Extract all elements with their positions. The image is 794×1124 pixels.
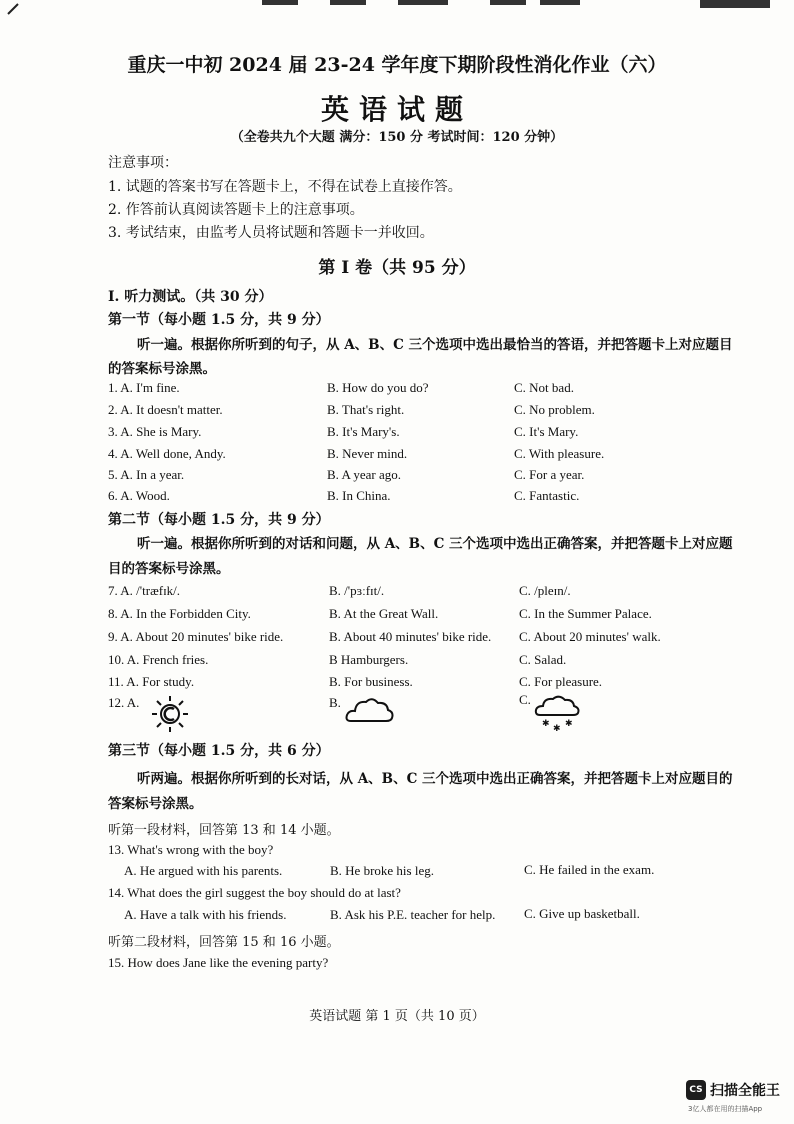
option-b: B. (329, 695, 341, 710)
option-a: 9. A. About 20 minutes' bike ride. (108, 629, 284, 644)
sunny-icon (147, 692, 193, 736)
option-a: 7. A. /'træfɪk/. (108, 583, 181, 598)
option-b: B. At the Great Wall. (329, 606, 439, 621)
exam-title: 重庆一中初 2024 届 23-24 学年度下期阶段性消化作业（六） (127, 54, 667, 76)
option-c: C. (519, 692, 531, 707)
option-c: C. It's Mary. (514, 424, 579, 439)
option-a: 8. A. In the Forbidden City. (108, 606, 251, 621)
option-a: 10. A. French fries. (108, 652, 209, 667)
option-a: A. He argued with his parents. (124, 863, 283, 878)
part-title: 第 I 卷（共 95 分） (318, 258, 476, 278)
option-a: 5. A. In a year. (108, 467, 185, 482)
notice-item: 2. 作答前认真阅读答题卡上的注意事项。 (108, 202, 364, 218)
instruction: 听一遍。根据你所听到的句子，从 A、B、C 三个选项中选出最恰当的答语，并把答题卡上对应题目 (137, 337, 733, 353)
scanner-name: 扫描全能王 (710, 1083, 780, 1099)
option-c: C. /pleɪn/. (519, 583, 571, 598)
option-a: 2. A. It doesn't matter. (108, 402, 223, 417)
top-edge-marks (0, 0, 794, 20)
option-a: 12. A. (108, 695, 140, 710)
option-a: 4. A. Well done, Andy. (108, 446, 226, 461)
question-stem: 13. What's wrong with the boy? (108, 842, 274, 857)
option-c: C. Fantastic. (514, 488, 580, 503)
option-a: A. Have a talk with his friends. (124, 907, 287, 922)
option-b: B. That's right. (327, 402, 405, 417)
option-c: C. Give up basketball. (524, 906, 640, 921)
option-a: 1. A. I'm fine. (108, 380, 180, 395)
material-note: 听第二段材料，回答第 15 和 16 小题。 (108, 935, 340, 950)
option-b: B. It's Mary's. (327, 424, 400, 439)
option-b: B. Ask his P.E. teacher for help. (330, 907, 496, 922)
option-b: B. /'pɜːfɪt/. (329, 583, 385, 598)
section-title: 第三节（每小题 1.5 分，共 6 分） (108, 743, 330, 759)
svg-text:✱: ✱ (553, 724, 561, 733)
page-footer: 英语试题 第 1 页（共 10 页） (309, 1009, 485, 1024)
option-c: C. Salad. (519, 652, 567, 667)
instruction: 的答案标号涂黑。 (108, 361, 216, 377)
section-title: 第一节（每小题 1.5 分，共 9 分） (108, 312, 330, 328)
option-b: B. How do you do? (327, 380, 429, 395)
option-b: B. For business. (329, 674, 413, 689)
instruction: 答案标号涂黑。 (108, 796, 203, 812)
exam-meta: （全卷共九个大题 满分：150 分 考试时间：120 分钟） (230, 130, 564, 145)
instruction: 目的答案标号涂黑。 (108, 561, 230, 577)
option-a: 3. A. She is Mary. (108, 424, 202, 439)
option-b: B Hamburgers. (329, 652, 409, 667)
notice-heading: 注意事项： (108, 155, 178, 171)
snowy-icon (534, 693, 584, 733)
option-b: B. In China. (327, 488, 391, 503)
option-c: C. In the Summer Palace. (519, 606, 652, 621)
option-c: C. With pleasure. (514, 446, 605, 461)
option-c: C. For a year. (514, 467, 585, 482)
material-note: 听第一段材料，回答第 13 和 14 小题。 (108, 823, 340, 838)
option-b: B. Never mind. (327, 446, 408, 461)
option-b: B. About 40 minutes' bike ride. (329, 629, 492, 644)
option-a: 6. A. Wood. (108, 488, 170, 503)
option-b: B. A year ago. (327, 467, 402, 482)
exam-subject: 英语试题 (320, 93, 473, 126)
svg-text:✱: ✱ (565, 719, 573, 729)
option-a: 11. A. For study. (108, 674, 195, 689)
section-title: 第二节（每小题 1.5 分，共 9 分） (108, 512, 330, 528)
cloudy-icon (345, 695, 395, 725)
section-heading: I. 听力测试。（共 30 分） (108, 289, 273, 305)
svg-text:✱: ✱ (542, 719, 550, 729)
option-c: C. For pleasure. (519, 674, 603, 689)
instruction: 听两遍。根据你所听到的长对话，从 A、B、C 三个选项中选出正确答案，并把答题卡上对应题目的 (137, 771, 733, 787)
scanner-tagline: 3亿人都在用的扫描App (688, 1105, 763, 1113)
notice-item: 1. 试题的答案书写在答题卡上，不得在试卷上直接作答。 (108, 179, 462, 195)
notice-item: 3. 考试结束，由监考人员将试题和答题卡一并收回。 (108, 225, 434, 241)
option-c: C. No problem. (514, 402, 595, 417)
option-b: B. He broke his leg. (330, 863, 434, 878)
camscanner-logo-icon: CS (686, 1080, 706, 1100)
question-stem: 14. What does the girl suggest the boy should do at last? (108, 885, 401, 900)
instruction: 听一遍。根据你所听到的对话和问题，从 A、B、C 三个选项中选出正确答案，并把答题卡上对应题 (137, 536, 733, 552)
option-c: C. He failed in the exam. (524, 862, 655, 877)
question-stem: 15. How does Jane like the evening party? (108, 955, 329, 970)
option-c: C. Not bad. (514, 380, 574, 395)
option-c: C. About 20 minutes' walk. (519, 629, 661, 644)
